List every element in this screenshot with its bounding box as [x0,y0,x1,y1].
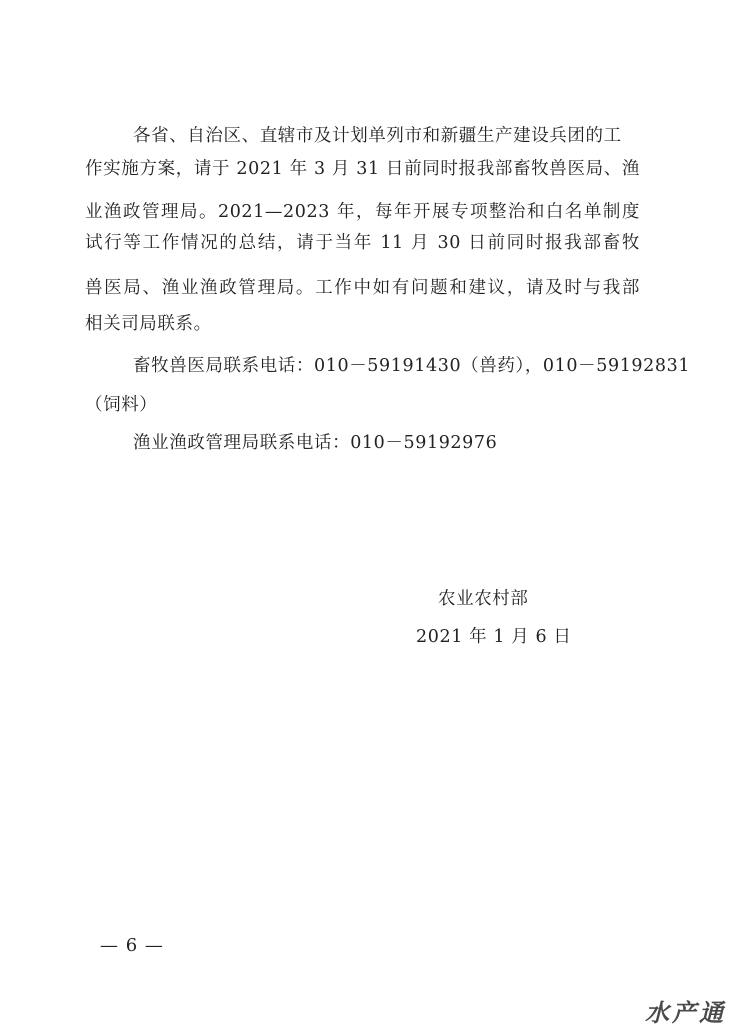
paragraph1-line-1: 各省、自治区、直辖市及计划单列市和新疆生产建设兵团的工 [133,126,622,146]
paragraph1-line-4: 试行等工作情况的总结，请于当年 11 月 30 日前同时报我部畜牧 [85,233,640,253]
page-number: — 6 — [100,935,164,956]
contact-animal-husbandry-line-2: （饲料） [85,395,158,415]
watermark-logo: 水产通 [645,999,726,1027]
contact-fisheries: 渔业渔政管理局联系电话：010－59192976 [133,433,498,453]
paragraph1-line-3: 业渔政管理局。2021—2023 年，每年开展专项整治和白名单制度 [85,202,640,222]
contact-animal-husbandry-line-1: 畜牧兽医局联系电话：010－59191430（兽药），010－59192831 [133,356,691,376]
paragraph1-line-6: 相关司局联系。 [85,314,212,334]
paragraph1-line-5: 兽医局、渔业渔政管理局。工作中如有问题和建议，请及时与我部 [85,278,640,298]
signature-date: 2021 年 1 月 6 日 [416,627,572,647]
paragraph1-line-2: 作实施方案，请于 2021 年 3 月 31 日前同时报我部畜牧兽医局、渔 [85,159,640,179]
signature-org: 农业农村部 [438,589,529,609]
